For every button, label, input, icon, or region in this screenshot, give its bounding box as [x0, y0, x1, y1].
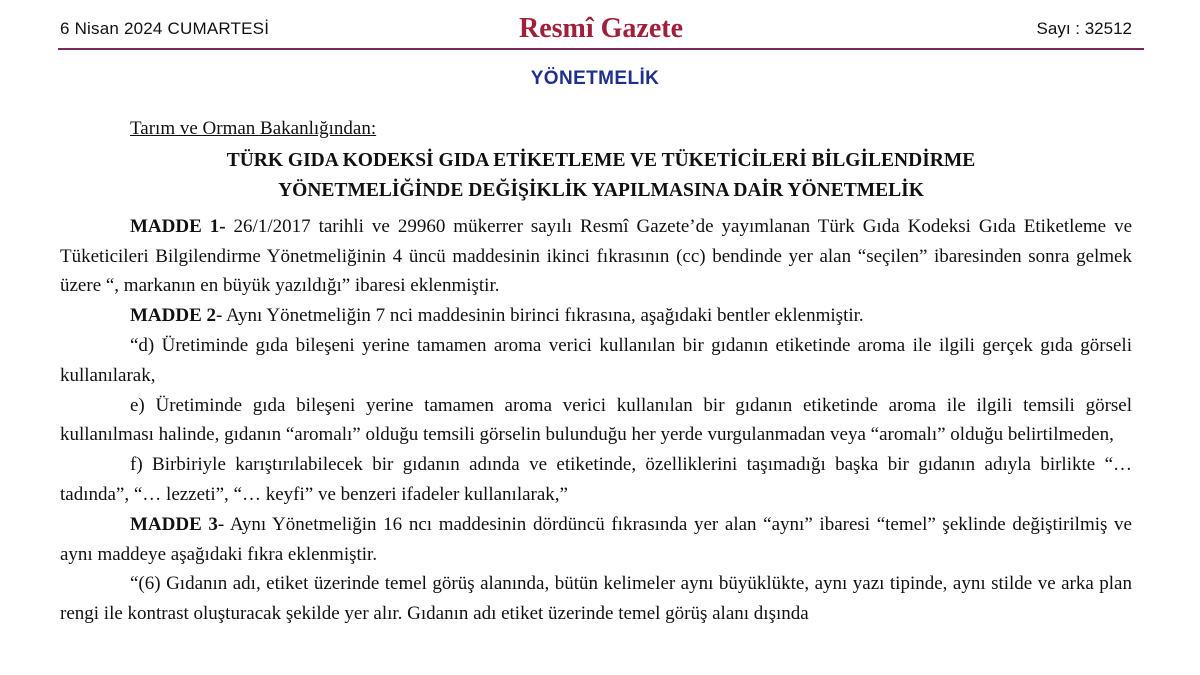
clause-text: “d) Üretiminde gıda bileşeni yerine tamamen aroma verici kullanılan bir gıdanın etiketinde aroma ile ilgili gerçek gıda görseli kullanılarak,: [60, 334, 1132, 386]
regulation-title-line-2: YÖNETMELİĞİNDE DEĞİŞİKLİK YAPILMASINA DAİR YÖNETMELİK: [278, 179, 924, 201]
article-label: MADDE 3: [130, 513, 218, 535]
clause-f: [60, 450, 1132, 510]
clause-6: [60, 569, 1132, 629]
article-label: MADDE 2: [130, 305, 217, 327]
article-text: - Aynı Yönetmeliğin 7 nci maddesinin birinci fıkrasına, aşağıdaki bentler eklenmiştir.: [216, 305, 864, 327]
regulation-title-line-1: TÜRK GIDA KODEKSİ GIDA ETİKETLEME VE TÜKETİCİLERİ BİLGİLENDİRME: [226, 149, 976, 171]
issuing-ministry: Tarım ve Orman Bakanlığından:: [130, 118, 377, 139]
regulation-title: [60, 146, 1132, 206]
masthead: [58, 10, 1144, 50]
clause-text: f) Birbiriyle karıştırılabilecek bir gıdanın adında ve etiketinde, özelliklerini taşımadığı başka bir gıdanın adıyla birlikte “… tadında”, “… lezzeti”, “… keyfi” ve benzeri ifadeler kullanılarak,”: [60, 454, 1132, 505]
issue-number: Sayı : 32512: [1036, 19, 1132, 38]
article-label: MADDE 1-: [130, 215, 226, 237]
clause-d: [60, 331, 1132, 391]
article-2: [60, 301, 1132, 331]
clause-text: “(6) Gıdanın adı, etiket üzerinde temel görüş alanında, bütün kelimeler aynı büyüklükte, aynı yazı tipinde, aynı stilde ve arka plan rengi ile kontrast oluşturacak şekilde yer alır. Gıdanın adı etiket üzerinde temel görüş alanı dışında: [60, 573, 1132, 625]
section-title: YÖNETMELİK: [530, 68, 660, 89]
article-text: - Aynı Yönetmeliğin 16 ncı maddesinin dördüncü fıkrasında yer alan “aynı” ibaresi “temel” şeklinde değiştirilmiş ve aynı maddeye aşağıdaki fıkra eklenmiştir.: [60, 513, 1132, 565]
article-1: [60, 212, 1132, 301]
publication-date: 6 Nisan 2024 CUMARTESİ: [60, 19, 270, 38]
article-text: 26/1/2017 tarihli ve 29960 mükerrer sayılı Resmî Gazete’de yayımlanan Türk Gıda Kodeksi Gıda Etiketleme ve Tüketicileri Bilgilendirme Yönetmeliğinin 4 üncü maddesinin ikinci fıkrasının (cc) bendinde yer alan “seçilen” ibaresinden sonra gelmek üzere “, markanın en büyük yazıldığı” ibaresi eklenmiştir.: [60, 215, 1132, 297]
document-body: [60, 114, 1132, 629]
gazette-title: Resmî Gazete: [518, 13, 684, 44]
article-3: [60, 510, 1132, 570]
clause-text: e) Üretiminde gıda bileşeni yerine tamamen aroma verici kullanılan bir gıdanın etiketinde aroma ile ilgili temsili görsel kullanılması halinde, gıdanın “aromalı” olduğu temsili görselin bulunduğu her yerde vurgulanmadan veya “aromalı” olduğu belirtilmeden,: [60, 394, 1132, 446]
clause-e: [60, 391, 1132, 451]
